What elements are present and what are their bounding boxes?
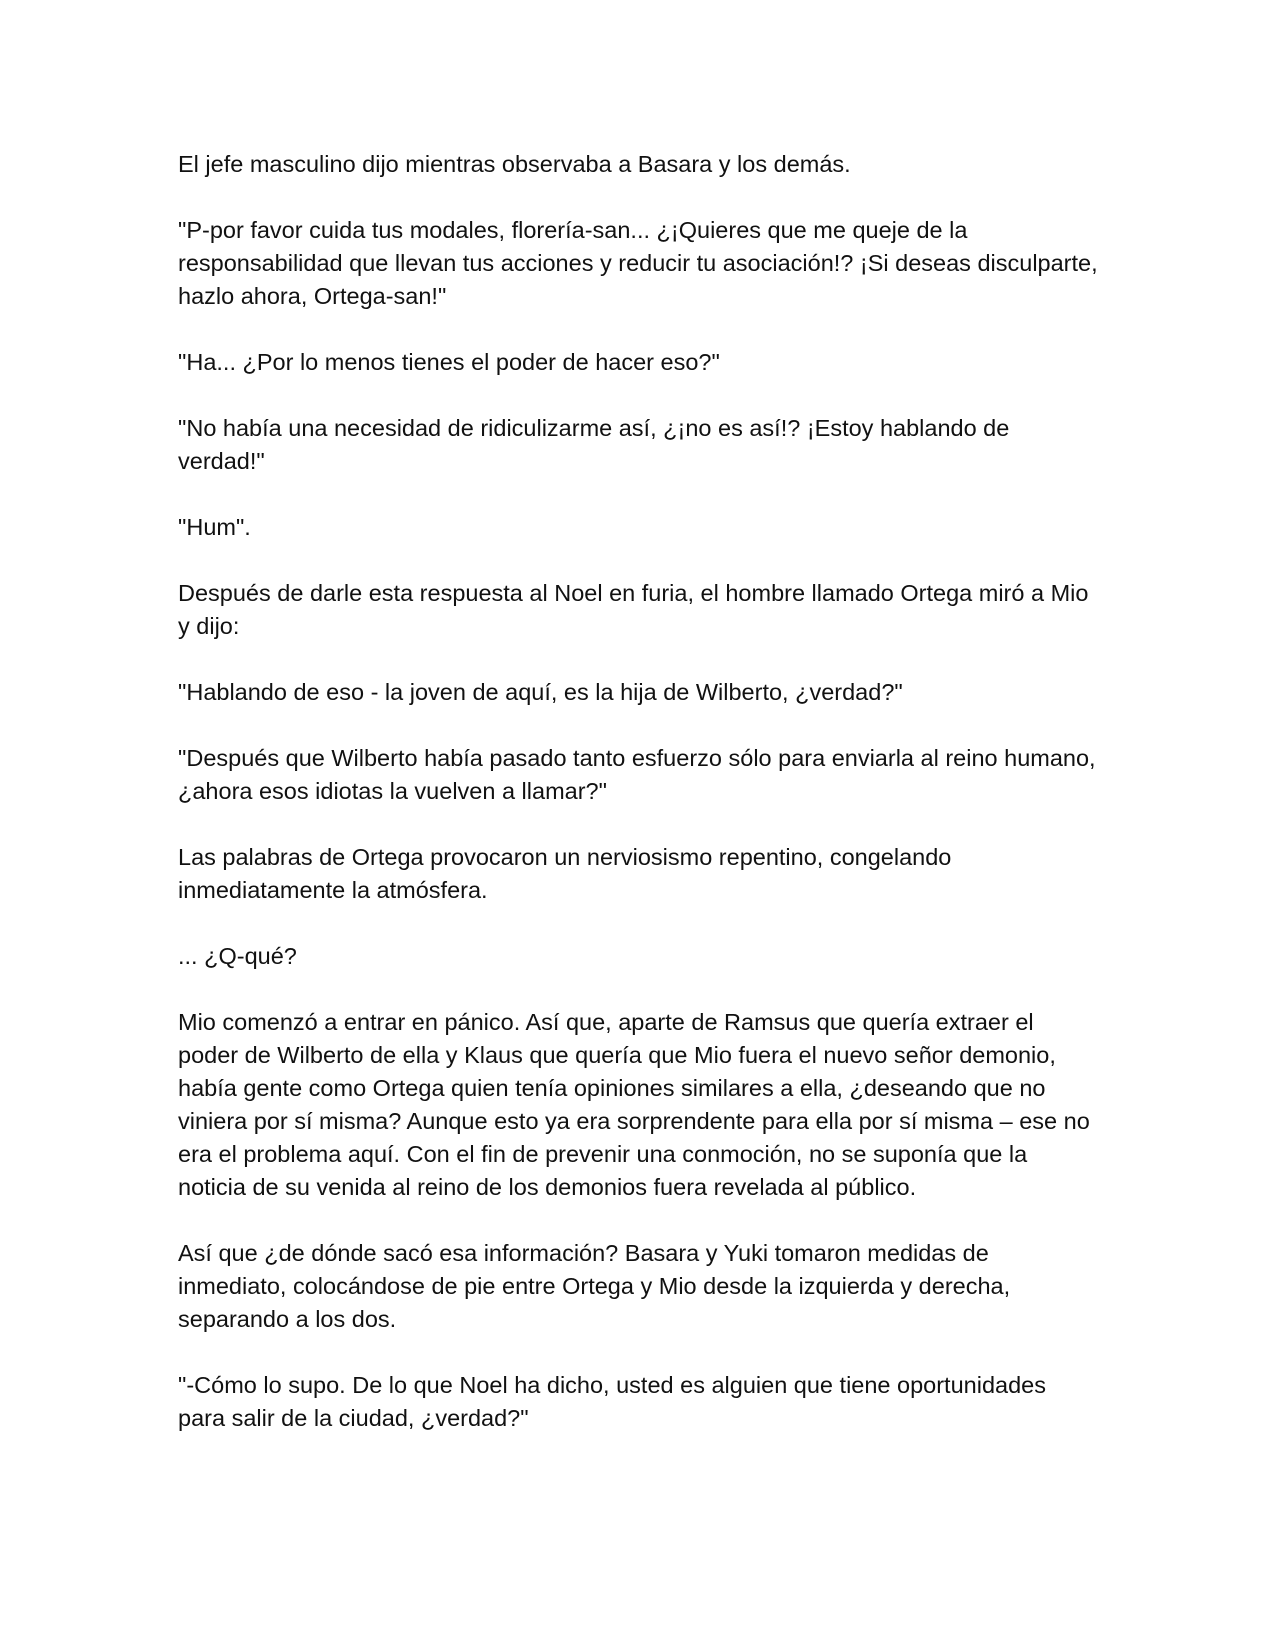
paragraph-9: Las palabras de Ortega provocaron un nerviosismo repentino, congelando inmediatamente la atmósfera.	[178, 844, 952, 903]
paragraph-10: ... ¿Q-qué?	[178, 943, 297, 969]
paragraph-2: "P-por favor cuida tus modales, florería-san... ¿¡Quieres que me queje de la responsabilidad que llevan tus acciones y reducir tu asociación!? ¡Si deseas disculparte, hazlo ahora, Ortega-san!"	[178, 217, 1098, 309]
paragraph-7: "Hablando de eso - la joven de aquí, es la hija de Wilberto, ¿verdad?"	[178, 679, 903, 705]
paragraph-5: "Hum".	[178, 514, 251, 540]
paragraph-6: Después de darle esta respuesta al Noel en furia, el hombre llamado Ortega miró a Mio y dijo:	[178, 580, 1089, 639]
paragraph-3: "Ha... ¿Por lo menos tienes el poder de hacer eso?"	[178, 349, 720, 375]
paragraph-8: "Después que Wilberto había pasado tanto esfuerzo sólo para enviarla al reino humano, ¿ahora esos idiotas la vuelven a llamar?"	[178, 745, 1096, 804]
paragraph-12: Así que ¿de dónde sacó esa información? Basara y Yuki tomaron medidas de inmediato, colocándose de pie entre Ortega y Mio desde la izquierda y derecha, separando a los dos.	[178, 1240, 1011, 1332]
paragraph-11: Mio comenzó a entrar en pánico. Así que, aparte de Ramsus que quería extraer el poder de Wilberto de ella y Klaus que quería que Mio fuera el nuevo señor demonio, había gente como Ortega quien tenía opiniones similares a ella, ¿deseando que no viniera por sí misma? Aunque esto ya era sorprendente para ella por sí misma – ese no era el problema aquí. Con el fin de prevenir una conmoción, no se suponía que la noticia de su venida al reino de los demonios fuera revelada al público.	[178, 1009, 1090, 1200]
paragraph-4: "No había una necesidad de ridiculizarme así, ¿¡no es así!? ¡Estoy hablando de verdad!"	[178, 415, 1010, 474]
document-body	[178, 148, 1098, 1468]
paragraph-13: "-Cómo lo supo. De lo que Noel ha dicho, usted es alguien que tiene oportunidades para salir de la ciudad, ¿verdad?"	[178, 1372, 1046, 1431]
paragraph-1: El jefe masculino dijo mientras observaba a Basara y los demás.	[178, 151, 851, 177]
